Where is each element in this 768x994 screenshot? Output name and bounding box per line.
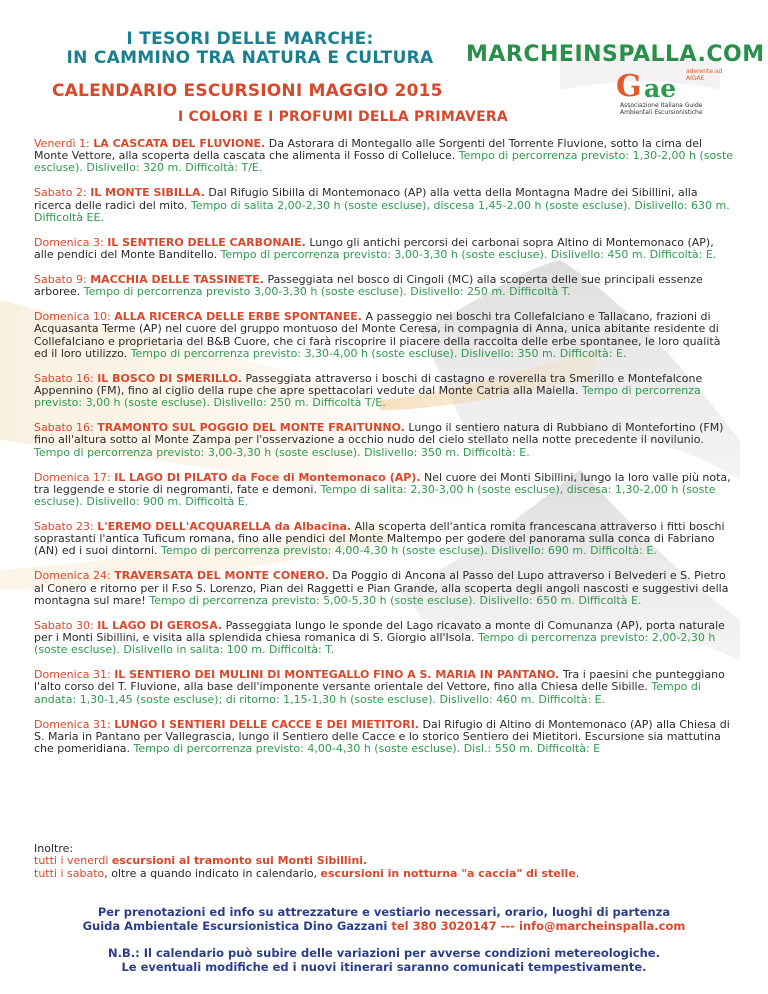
entry-desc: Lungo gli antichi percorsi dei carbonai sopra Altino di Montemonaco (AP), alle pendici del Monte Banditello. (34, 235, 714, 262)
additional-line-saturdays (34, 868, 734, 880)
excursion-entry (34, 237, 734, 261)
guide-name: Guida Ambientale Escursionistica Dino Gazzani (82, 919, 388, 933)
entry-day: Domenica 24: (34, 569, 111, 583)
entry-name: ALLA RICERCA DELLE ERBE SPONTANEE. (114, 310, 362, 324)
logo-aderente: aderente ad AIGAE (686, 68, 723, 82)
entry-name: L'EREMO DELL'ACQUARELLA da Albacina. (97, 520, 352, 534)
contact-line2 (34, 919, 734, 933)
entry-day: Sabato 9: (34, 273, 87, 287)
entry-desc: Nel cuore dei Monti Sibillini, lungo la loro valle più nota, tra leggende e storie di negromanti, fate e demoni. (34, 470, 731, 496)
entry-name: TRAVERSATA DEL MONTE CONERO. (114, 569, 329, 583)
entry-info: Tempo di andata: 1,30-1,45 (soste escluse); di ritorno: 1,15-1,30 h (soste escluse). Dislivello: 460 m. Difficoltà: E. (34, 680, 701, 706)
entry-info: Tempo di salita: 2,30-3,00 h (soste escluse), discesa: 1,30-2,00 h (soste escluse). Dislivello: 900 m. Difficoltà E. (34, 482, 716, 509)
entry-name: LUNGO I SENTIERI DELLE CACCE E DEI MIETITORI. (114, 717, 419, 731)
notice-line1: N.B.: Il calendario può subire delle variazioni per avverse condizioni metereologiche. (108, 946, 660, 960)
aigae-logo (616, 66, 726, 120)
entry-day: Sabato 16: (34, 421, 94, 435)
excursion-entry (34, 274, 734, 298)
excursion-entry (34, 373, 734, 410)
entry-info: Tempo di percorrenza previsto 3,00-3,30 h (soste escluse). Dislivello: 250 m. Difficoltà T. (83, 285, 571, 299)
excursion-entry (34, 521, 734, 558)
entry-name: IL SENTIERO DEI MULINI DI MONTEGALLO FINO A S. MARIA IN PANTANO. (114, 668, 560, 682)
excursion-entry (34, 719, 734, 756)
site-name: MARCHEINSPALLA.COM (466, 42, 765, 67)
saturdays-label: tutti i sabato (34, 866, 105, 880)
calendar-title: CALENDARIO ESCURSIONI MAGGIO 2015 (52, 81, 443, 101)
notice (34, 946, 734, 974)
entry-day: Sabato 2: (34, 186, 87, 200)
entry-info: Tempo di salita 2,00-2,30 h (soste escluse), discesa 1,45-2,00 h (soste escluse). Dislivello: 630 m. Difficoltà EE. (34, 198, 730, 224)
fridays-label: tutti i venerdì (34, 854, 109, 868)
excursion-entry (34, 570, 734, 607)
entry-desc: Tra i paesini che punteggiano l'alto corso del T. Fluvione, alla base dell'imponente versante orientale del Vettore, fino alla Chiesa delle Sibille. (34, 668, 725, 694)
entry-name: LA CASCATA DEL FLUVIONE. (93, 137, 266, 150)
entry-desc: Passeggiata nel bosco di Cingoli (MC) alla scoperta delle sue principali essenze arboree. (34, 273, 703, 299)
entry-desc: Passeggiata attraverso i boschi di castagno e roverella tra Smerillo e Montefalcone Appennino (FM), fino al ciglio della rupe che apre spettacolari vedute dal Monte Catria alla Maiella. (34, 371, 703, 398)
entry-info: Tempo di percorrenza previsto: 1,30-2,00 h (soste escluse). Dislivello: 320 m. Difficoltà: T/E. (34, 149, 734, 175)
saturdays-end: . (575, 866, 580, 880)
saturdays-middle: , oltre a quando indicato in calendario, (104, 866, 318, 880)
entry-name: MACCHIA DELLE TASSINETE. (90, 273, 264, 287)
entry-desc: Alla scoperta dell'antica romita francescana attraverso i fitti boschi soprastanti l'antica Tuficum romana, fino alle pendici del Monte Maltempo per godere del panorama sulla conca di Fabriano (AN) ed i suoi dintorni. (34, 520, 725, 558)
entry-desc: Dal Rifugio di Altino di Montemonaco (AP) alla Chiesa di S. Maria in Pantano per Vallegrascia, lungo il Sentiero delle Cacce e lo storico Sentiero dei Mietitori. Escursione sia mattutina che pomeridiana. (34, 717, 730, 756)
subtitle: I COLORI E I PROFUMI DELLA PRIMAVERA (178, 109, 508, 125)
logo-association (620, 102, 730, 116)
entry-info: Tempo di percorrenza previsto: 3,30-4,00 h (soste escluse). Dislivello: 350 m. Difficoltà: E. (130, 346, 627, 360)
logo-assoc-line2: Ambientali Escursionistiche (620, 109, 703, 116)
excursion-entry (34, 472, 734, 509)
additional-notes (34, 843, 734, 880)
excursion-entry (34, 187, 734, 224)
entry-desc: Da Astorara di Montegallo alle Sorgenti del Torrente Fluvione, sotto la cima del Monte Vettore, alla scoperta della cascata che alimenta il Fosso di Colleluce. (34, 137, 703, 163)
entry-day: Domenica 17: (34, 470, 111, 484)
excursion-list (34, 138, 734, 768)
entry-desc: Passeggiata lungo le sponde del Lago ricavato a monte di Comunanza (AP), porta naturale per i Monti Sibillini, e visita alla splendida chiesa romanica di S. Giorgio all'Isola. (34, 618, 725, 645)
entry-info: Tempo di percorrenza previsto: 3,00 h (soste escluse). Dislivello: 250 m. Difficoltà T/E. (34, 384, 701, 410)
excursion-entry (34, 422, 734, 459)
entry-day: Sabato 23: (34, 520, 94, 534)
entry-info: Tempo di percorrenza previsto: 3,00-3,30 h (soste escluse). Dislivello: 450 m. Difficoltà: E. (220, 248, 717, 262)
entry-name: IL SENTIERO DELLE CARBONAIE. (107, 235, 306, 249)
contact-line1: Per prenotazioni ed info su attrezzature e vestiario necessari, orario, luoghi di partenza (97, 905, 671, 919)
entry-name: IL LAGO DI GEROSA. (97, 618, 223, 632)
excursion-entry (34, 669, 734, 706)
excursion-entry (34, 620, 734, 657)
entry-day: Sabato 30: (34, 618, 94, 632)
entry-info: Tempo di percorrenza previsto: 2,00-2,30 h (soste escluse). Dislivello in salita: 100 m. Difficoltà: T. (34, 631, 716, 657)
entry-day: Venerdì 1: (34, 137, 90, 150)
entry-name: IL BOSCO DI SMERILLO. (97, 371, 242, 385)
entry-day: Domenica 3: (34, 235, 104, 249)
logo-mark-g: G (616, 69, 642, 104)
additional-heading: Inoltre: (34, 842, 74, 855)
entry-desc: Da Poggio di Ancona al Passo del Lupo attraverso i Belvederi e S. Pietro al Conero e ritorno per il F.so S. Lorenzo, Pian dei Raggetti e Pian Grande, alla scoperta degli angoli nascosti e suggestivi della montagna sul mare! (34, 569, 729, 607)
entry-day: Domenica 10: (34, 310, 111, 324)
entry-name: IL MONTE SIBILLA. (90, 186, 205, 200)
saturdays-text: escursioni in notturna "a caccia" di stelle (320, 866, 576, 880)
excursion-entry (34, 138, 734, 175)
logo-assoc-line1: Associazione Italiana Guide (620, 102, 703, 109)
logo-mark-ae: ae (644, 74, 677, 103)
entry-desc: A passeggio nei boschi tra Collefalciano e Tallacano, frazioni di Acquasanta Terme (AP) nel cuore del gruppo montuoso del Monte Ceresa, in compagnia di Anna, unica abitante residente di Collefalciano e proprietaria del B&B Cuore, che ci farà riscoprire il piacere della raccolta delle erbe spontanee, le loro qualità ed il loro utilizzo. (34, 310, 721, 360)
main-title (50, 30, 450, 68)
fridays-text: escursioni al tramonto sui Monti Sibillini. (111, 854, 368, 868)
main-title-line1: I TESORI DELLE MARCHE: (126, 29, 374, 49)
notice-line2: Le eventuali modifiche ed i nuovi itinerari saranno comunicati tempestivamente. (121, 960, 647, 974)
main-title-line2: IN CAMMINO TRA NATURA E CULTURA (66, 48, 434, 68)
entry-info: Tempo di percorrenza previsto: 4,00-4,30 h (soste escluse). Dislivello: 690 m. Difficoltà: E. (161, 544, 657, 558)
entry-day: Domenica 31: (34, 668, 111, 682)
entry-desc: Dal Rifugio Sibilla di Montemonaco (AP) alla vetta della Montagna Madre dei Sibillini, alla ricerca delle radici del mito. (34, 186, 698, 212)
entry-day: Domenica 31: (34, 717, 111, 731)
contact-info (34, 905, 734, 933)
entry-info: Tempo di percorrenza previsto: 4,00-4,30 h (soste escluse). Disl.: 550 m. Difficoltà: E (133, 742, 601, 756)
entry-info: Tempo di percorrenza previsto: 3,00-3,30 h (soste escluse). Dislivello: 350 m. Difficoltà: E. (34, 445, 530, 459)
entry-name: TRAMONTO SUL POGGIO DEL MONTE FRAITUNNO. (97, 421, 405, 435)
entry-day: Sabato 16: (34, 371, 94, 385)
entry-info: Tempo di percorrenza previsto: 5,00-5,30 h (soste escluse). Dislivello: 650 m. Difficoltà E. (149, 593, 642, 607)
entry-desc: Lungo il sentiero natura di Rubbiano di Montefortino (FM) fino all'altura sotto al Monte Zampa per l'osservazione a occhio nudo del cielo stellato nella notte precedente il novilunio. (34, 421, 724, 447)
phone-email: tel 380 3020147 --- info@marcheinspalla.com (391, 919, 686, 933)
entry-name: IL LAGO DI PILATO da Foce di Montemonaco (AP). (114, 470, 421, 484)
excursion-entry (34, 311, 734, 360)
